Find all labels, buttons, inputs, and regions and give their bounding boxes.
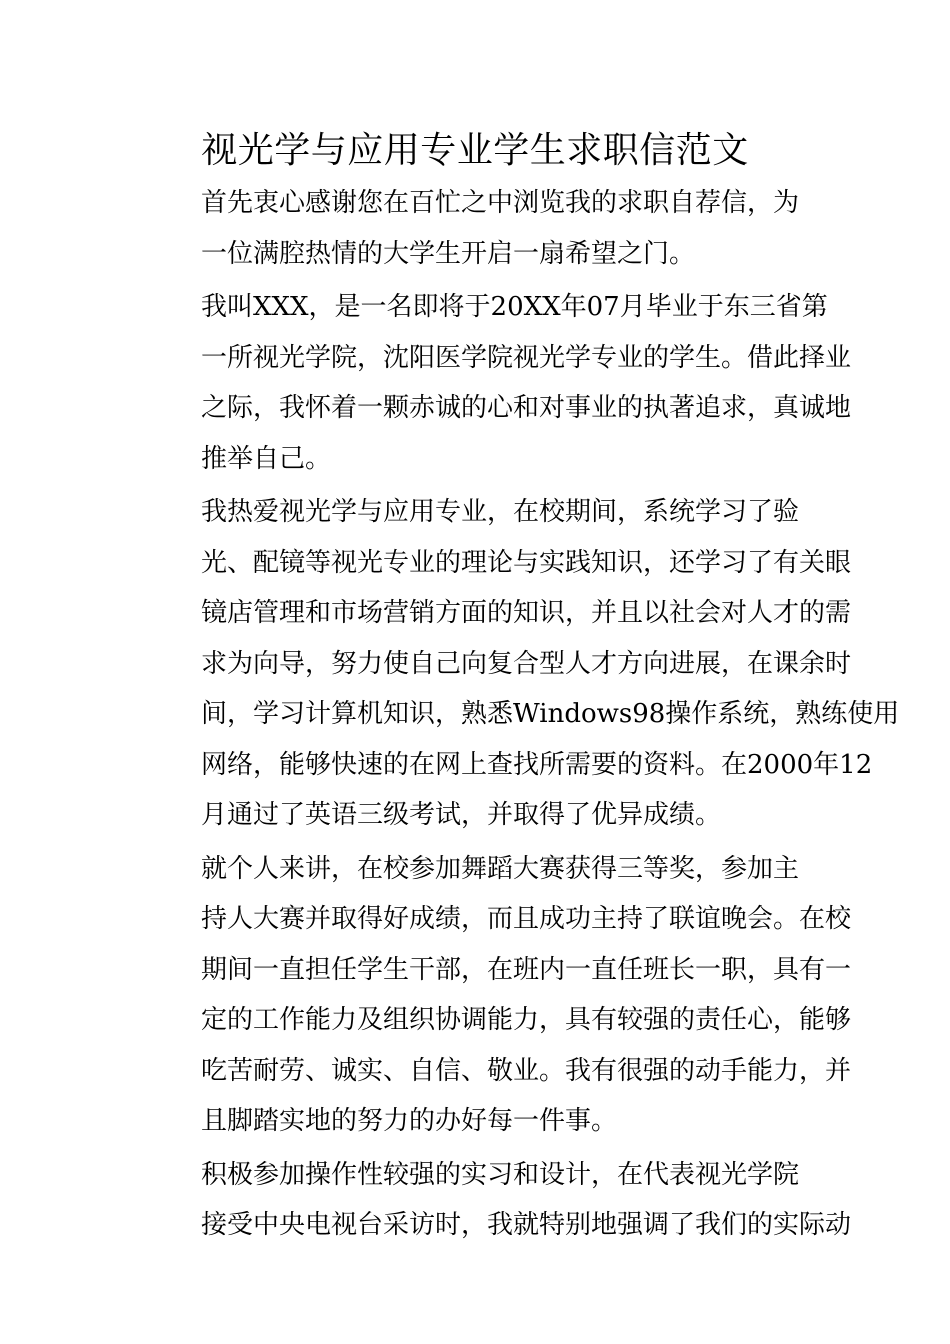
paragraph-line: 期间一直担任学生干部，在班内一直任班长一职，具有一 [201,954,852,985]
paragraph-line: 积极参加操作性较强的实习和设计，在代表视光学院 [201,1159,800,1190]
document-body [145,178,900,1254]
paragraph-personal [145,844,852,1147]
paragraph-line: 持人大赛并取得好成绩，而且成功主持了联谊晚会。在校 [201,904,852,934]
paragraph-line: 且脚踏实地的努力的办好每一件事。 [201,1106,618,1136]
paragraph-line: 镜店管理和市场营销方面的知识，并且以社会对人才的需 [201,598,852,628]
paragraph-line: 定的工作能力及组织协调能力，具有较强的责任心，能够 [201,1005,852,1035]
paragraph-line: 接受中央电视台采访时，我就特别地强调了我们的实际动 [201,1210,852,1240]
paragraph-practice [145,1150,852,1251]
paragraph-line: 我叫XXX，是一名即将于20XX年07月毕业于东三省第 [201,292,828,322]
paragraph-line: 我热爱视光学与应用专业，在校期间，系统学习了验 [201,497,800,527]
document-title: 视光学与应用专业学生求职信范文 [201,130,749,171]
paragraph-greeting [145,178,805,279]
paragraph-line: 间，学习计算机知识，熟悉Windows98操作系统，熟练使用 [201,699,900,729]
paragraph-line: 网络，能够快速的在网上查找所需要的资料。在2000年12 [201,749,873,780]
paragraph-line: 推举自己。 [201,443,332,474]
paragraph-line: 首先衷心感谢您在百忙之中浏览我的求职自荐信，为 [201,188,800,218]
paragraph-line: 月通过了英语三级考试，并取得了优异成绩。 [201,800,722,830]
paragraph-line: 求为向导，努力使自己向复合型人才方向进展，在课余时 [201,648,852,679]
paragraph-line: 光、配镜等视光专业的理论与实践知识，还学习了有关眼 [201,547,852,578]
paragraph-line: 一位满腔热情的大学生开启一扇希望之门。 [201,238,696,269]
paragraph-line: 之际，我怀着一颗赤诚的心和对事业的执著追求，真诚地 [201,393,852,423]
paragraph-line: 就个人来讲，在校参加舞蹈大赛获得三等奖，参加主 [201,853,800,884]
paragraph-line: 一所视光学院，沈阳医学院视光学专业的学生。借此择业 [201,342,852,373]
paragraph-line: 吃苦耐劳、诚实、自信、敬业。我有很强的动手能力，并 [201,1055,852,1086]
paragraph-education [145,487,900,841]
paragraph-introduction [145,282,852,484]
